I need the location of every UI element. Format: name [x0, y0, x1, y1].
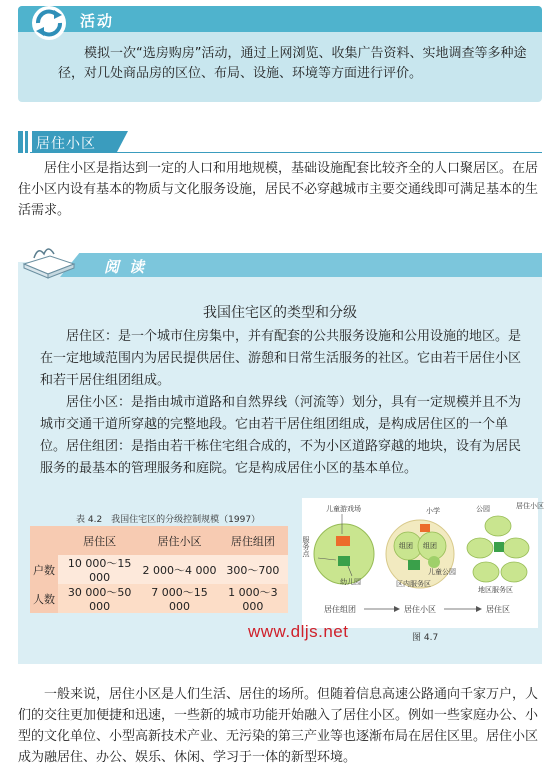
activity-text: 模拟一次“选房购房”活动，通过上网浏览、收集广告资料、实地调查等多种途径，对几处商品房的区位、布局、设施、环境等方面进行评价。: [58, 46, 527, 81]
table-cell: 30 000～50 000: [58, 584, 141, 613]
activity-cycle-icon: [30, 4, 68, 42]
paragraph-residential-area: 居住区：是一个城市住房集中，并有配套的公共服务设施和公用设施的地区。是在一定地域范围内为居民提供居住、游憩和日常生活服务的社区。它由若干居住小区和若干居住组团组成。: [40, 329, 522, 388]
service-block: [338, 556, 350, 566]
area-cell: [467, 538, 493, 558]
children-park-dot: [428, 556, 440, 568]
section-intro: 居住小区是指达到一定的人口和用地规模，基础设施配套比较齐全的人口聚居区。在居住小区内设有基本的物质与文化服务设施，居民不必穿越城市主要交通线即可满足基本的生活需求。: [18, 161, 539, 218]
label-area-service: 地区服务区: [478, 586, 513, 594]
section-bar: [25, 131, 28, 153]
label-playground: 儿童游戏场: [326, 505, 361, 513]
table-cell: 1 000～3 000: [218, 584, 288, 613]
area-cell: [501, 562, 527, 582]
area-cell: [485, 516, 511, 536]
playground-block: [336, 536, 350, 546]
article-title: 我国住宅区的类型和分级: [203, 305, 357, 321]
table-cell: 300～700: [218, 555, 288, 584]
row-label: 户数: [30, 555, 58, 584]
label-children-park: 儿童公园: [428, 568, 456, 576]
label-group-b: 组团: [423, 542, 437, 550]
reading-title: 阅读: [104, 258, 155, 276]
label-kindergarten: 幼儿园: [340, 578, 361, 586]
table-caption: 表 4.2 我国住宅区的分级控制规模（1997）: [76, 515, 261, 525]
label-primary-school: 小学: [426, 507, 440, 515]
caption-district: 居住小区: [404, 605, 436, 614]
label-group-a: 组团: [399, 542, 413, 550]
label-district-service: 区内服务区: [396, 580, 431, 588]
figure-diagram: [302, 498, 544, 628]
area-cell: [503, 538, 529, 558]
label-park: 公园: [476, 505, 490, 513]
watermark-url: www.dljs.net: [248, 622, 349, 641]
paragraph-residential-group: 居住组团：是指由若干栋住宅组合成的，不为小区道路穿越的地块，设有为居民服务的最基本的管理服务和庭院。它是构成居住小区的基本单位。: [40, 439, 522, 476]
row-label: 人数: [30, 584, 58, 613]
caption-area: 居住区: [486, 605, 510, 614]
table-cell: 10 000～15 000: [58, 555, 141, 584]
table-header: 居住区: [58, 526, 141, 555]
table-row: [30, 555, 288, 584]
table-cell: 2 000～4 000: [141, 555, 218, 584]
label-service-point: 服务点: [302, 536, 310, 557]
area-service-block: [494, 542, 504, 552]
book-icon: [20, 242, 78, 282]
area-cell: [473, 562, 499, 582]
figure-caption: 图 4.7: [412, 633, 439, 643]
activity-box: [18, 6, 542, 102]
caption-group: 居住组团: [324, 605, 356, 614]
label-residential-area: 居住小区: [516, 502, 544, 510]
section-title: 居住小区: [36, 136, 96, 152]
group-circle: [314, 524, 374, 584]
section-bar: [18, 131, 23, 153]
section-underline: [30, 152, 542, 153]
scale-table: [30, 526, 288, 613]
closing-paragraph: 一般来说，居住小区是人们生活、居住的场所。但随着信息高速公路通向千家万户，人们的交往更加便捷和迅速，一些新的城市功能开始融入了居住小区。例如一些家庭办公、小型的文化单位、小型高新技术产业、无污染的第三产业等也逐渐布局在居住区里。居住小区成为融居住、办公、娱乐、休闲、学习于一体的新型环境。: [18, 687, 539, 765]
figure-residential-hierarchy: [302, 498, 544, 628]
district-service-block: [408, 560, 420, 570]
table-header: 居住小区: [141, 526, 218, 555]
paragraph-residential-district: 居住小区：是指由城市道路和自然界线（河流等）划分，具有一定规模并且不为城市交通干道所穿越的完整地段。它由若干居住组团组成，是构成居住区的一个单位。: [40, 395, 522, 454]
table-header: 居住组团: [218, 526, 288, 555]
table-cell: 7 000～15 000: [141, 584, 218, 613]
table-row: [30, 584, 288, 613]
activity-title: 活动: [80, 12, 115, 30]
school-block: [420, 524, 430, 532]
table-corner: [30, 526, 58, 555]
